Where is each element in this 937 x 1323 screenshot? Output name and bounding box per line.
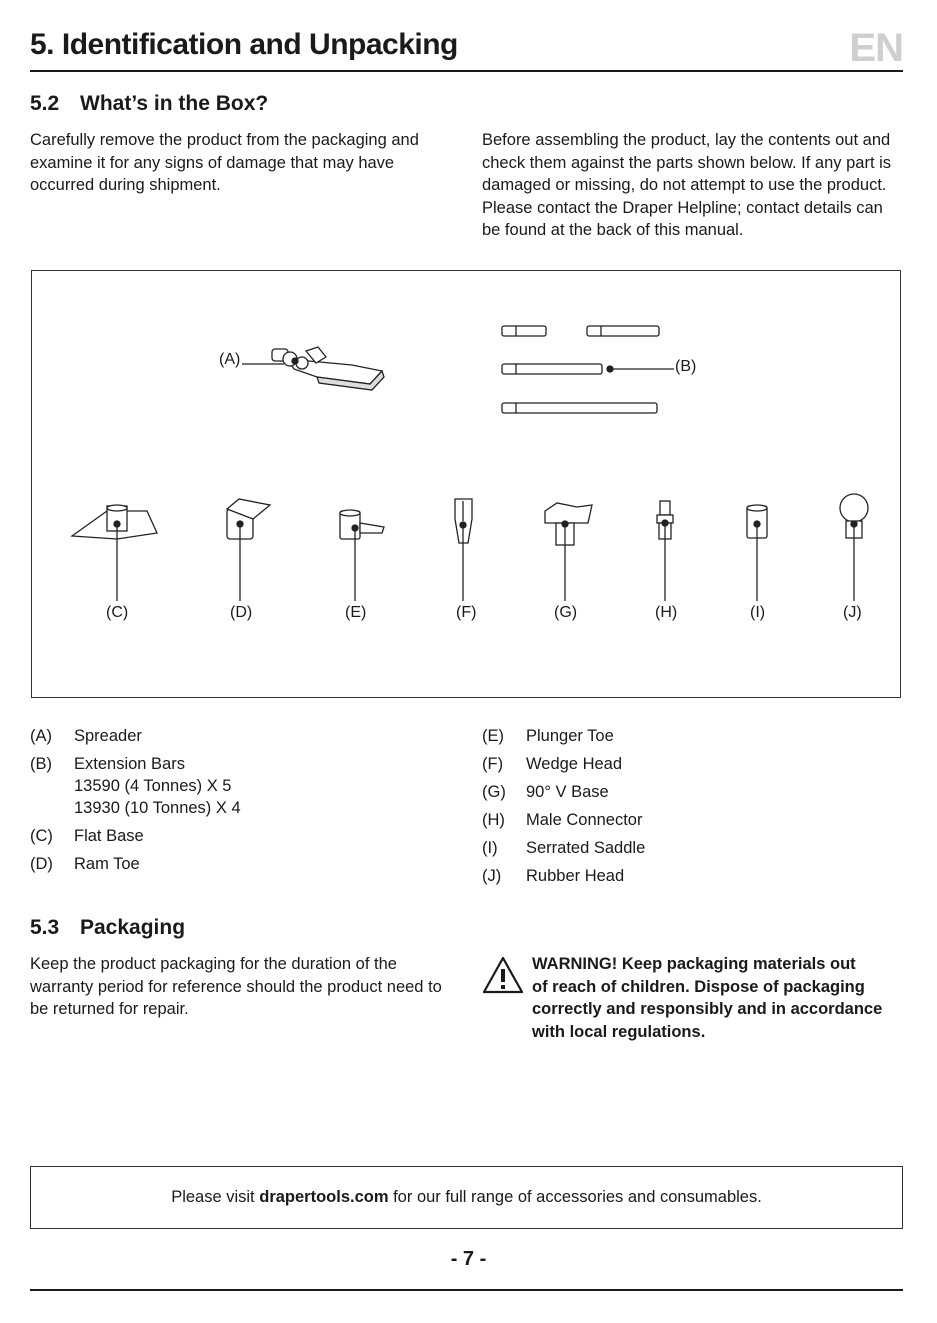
part-name: Wedge Head <box>526 755 623 773</box>
label-d: (D) <box>230 604 253 621</box>
plunger-toe-drawing <box>340 510 384 601</box>
part-key: (F) <box>482 755 504 773</box>
part-key: (A) <box>30 727 52 745</box>
part-key: (C) <box>30 827 53 845</box>
list-item <box>482 781 902 803</box>
label-b: (B) <box>675 358 697 375</box>
extension-bars-drawing <box>502 326 674 413</box>
warning-triangle-icon <box>481 955 525 995</box>
part-name: Serrated Saddle <box>526 839 646 857</box>
paragraph-line: be returned for repair. <box>30 1000 189 1018</box>
list-item <box>482 837 902 859</box>
rubber-head-drawing <box>840 494 868 601</box>
part-detail: 13930 (10 Tonnes) X 4 <box>74 799 241 817</box>
label-a: (A) <box>219 351 241 368</box>
warning-line: with local regulations. <box>532 1022 706 1041</box>
list-item <box>30 853 450 875</box>
ram-toe-drawing <box>227 499 270 601</box>
list-item <box>30 753 450 819</box>
part-name: Plunger Toe <box>526 727 614 745</box>
list-item <box>482 753 902 775</box>
page-number: - 7 - <box>450 1248 487 1270</box>
warning-line: WARNING! Keep packaging materials out <box>532 955 856 973</box>
notice-text-post: for our full range of accessories and consumables. <box>388 1188 762 1206</box>
list-item <box>30 725 450 747</box>
section-title: What’s in the Box? <box>80 92 269 115</box>
list-item <box>482 865 902 887</box>
part-detail: 13590 (4 Tonnes) X 5 <box>74 777 232 795</box>
part-name: Extension Bars <box>74 755 185 773</box>
section-number: 5.2 <box>30 92 60 115</box>
parts-diagram <box>31 270 901 698</box>
paragraph-line: check them against the parts shown below. If any part is <box>482 153 892 172</box>
warning-line: of reach of children. Dispose of packaging <box>532 977 865 996</box>
section-heading-5-3 <box>30 916 185 940</box>
intro-left-paragraph <box>30 129 419 197</box>
list-item <box>482 725 902 747</box>
part-name: 90° V Base <box>526 783 609 801</box>
accessories-notice <box>30 1166 903 1229</box>
parts-list-left <box>30 725 450 881</box>
part-name: Spreader <box>74 727 142 745</box>
paragraph-line: examine it for any signs of damage that may have <box>30 153 395 172</box>
part-name: Flat Base <box>74 827 144 845</box>
label-j: (J) <box>843 604 862 621</box>
section-title: Packaging <box>80 916 186 939</box>
page-title: 5. Identification and Unpacking <box>30 28 458 61</box>
male-connector-drawing <box>657 501 673 601</box>
language-badge: EN <box>849 26 903 70</box>
part-key: (G) <box>482 783 506 801</box>
intro-right-paragraph <box>482 129 891 242</box>
part-key: (E) <box>482 727 504 745</box>
footer-rule <box>30 1289 903 1291</box>
paragraph-line: Before assembling the product, lay the contents out and <box>482 131 891 149</box>
flat-base-drawing <box>72 505 157 601</box>
v-base-drawing <box>545 503 592 601</box>
paragraph-line: Please contact the Draper Helpline; contact details can <box>482 198 883 217</box>
part-key: (B) <box>30 755 52 773</box>
part-name: Ram Toe <box>74 855 140 873</box>
part-name: Male Connector <box>526 811 643 829</box>
header-rule <box>30 70 903 72</box>
label-f: (F) <box>456 604 477 621</box>
paragraph-line: damaged or missing, do not attempt to use the product. <box>482 176 887 194</box>
paragraph-line: Carefully remove the product from the packaging and <box>30 131 419 149</box>
paragraph-line: occurred during shipment. <box>30 176 221 194</box>
website-link[interactable]: drapertools.com <box>259 1188 389 1206</box>
notice-text-pre: Please visit <box>171 1188 260 1206</box>
warning-text <box>532 953 892 1043</box>
wedge-head-drawing <box>455 499 472 601</box>
paragraph-line: Keep the product packaging for the duration of the <box>30 955 397 973</box>
serrated-saddle-drawing <box>747 505 767 601</box>
list-item <box>30 825 450 847</box>
paragraph-line: warranty period for reference should the product need to <box>30 977 442 996</box>
part-key: (J) <box>482 867 502 885</box>
warning-line: correctly and responsibly and in accordance <box>532 1000 883 1018</box>
label-c: (C) <box>106 604 129 621</box>
part-key: (I) <box>482 839 498 857</box>
label-i: (I) <box>750 604 766 621</box>
section-number: 5.3 <box>30 916 60 939</box>
section-heading-5-2 <box>30 92 268 116</box>
parts-list-right <box>482 725 902 893</box>
paragraph-line: be found at the back of this manual. <box>482 221 744 239</box>
label-e: (E) <box>345 604 367 621</box>
label-g: (G) <box>554 604 578 621</box>
packaging-paragraph <box>30 953 442 1021</box>
list-item <box>482 809 902 831</box>
spreader-drawing <box>242 347 384 390</box>
part-key: (H) <box>482 811 505 829</box>
part-name: Rubber Head <box>526 867 625 885</box>
parts-illustration <box>32 271 902 699</box>
part-key: (D) <box>30 855 53 873</box>
label-h: (H) <box>655 604 678 621</box>
